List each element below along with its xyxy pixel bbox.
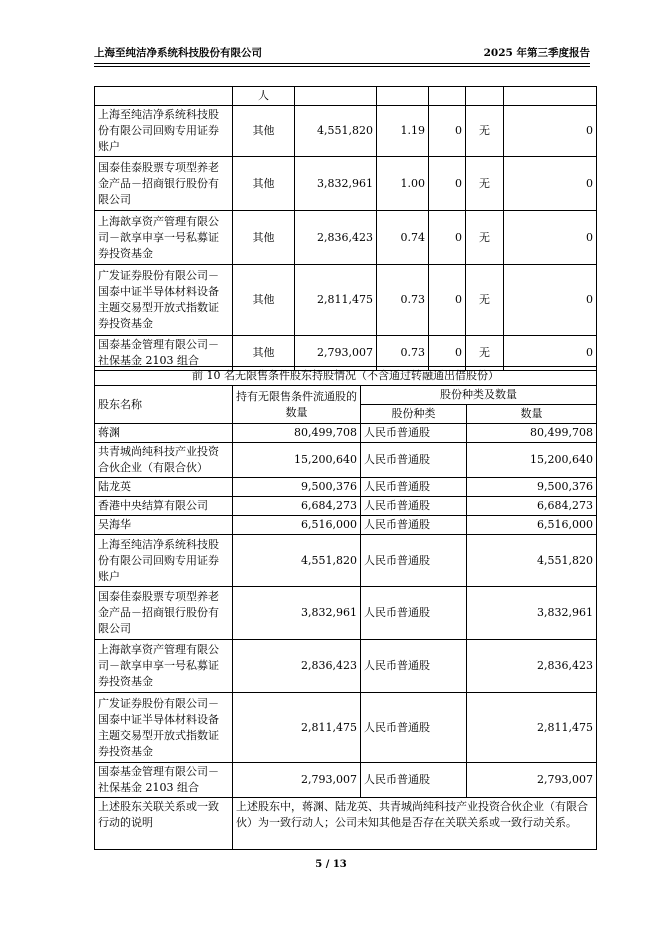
holder-share-type: 人民币普通股 [361,424,467,443]
holder-name: 共青城尚纯科技产业投资合伙企业（有限合伙） [95,443,233,478]
holder-nature: 其他 [233,336,295,371]
holder-name: 国泰基金管理有限公司－社保基金 2103 组合 [95,763,233,798]
table-row [95,157,597,211]
holder-name: 广发证券股份有限公司－国泰中证半导体材料设备主题交易型开放式指数证券投资基金 [95,693,233,763]
holder-share-type: 人民币普通股 [361,443,467,478]
holder-name: 陆龙英 [95,478,233,497]
holder-pledge-qty: 0 [504,157,597,211]
col-holder-name: 股东名称 [95,386,233,424]
holder-name: 上海歆享资产管理有限公司－歆享申享一号私募证券投资基金 [95,640,233,693]
holder-share-amount: 15,200,640 [467,443,597,478]
holder-name: 国泰佳泰股票专项型养老金产品－招商银行股份有限公司 [95,587,233,640]
cont-nature-cell: 人 [233,87,295,106]
holder-name: 国泰佳泰股票专项型养老金产品－招商银行股份有限公司 [95,157,233,211]
holder-shares: 3,832,961 [295,157,377,211]
holder-shares: 2,811,475 [295,265,377,336]
holder-pct: 1.00 [377,157,429,211]
holder-pledge-qty: 0 [504,336,597,371]
holder-share-type: 人民币普通股 [361,478,467,497]
holder-pct: 0.73 [377,265,429,336]
holder-unrestricted-qty: 6,684,273 [233,497,361,516]
holder-name: 国泰基金管理有限公司－社保基金 2103 组合 [95,336,233,371]
holder-unrestricted-qty: 6,516,000 [233,516,361,535]
holder-restricted: 0 [429,106,466,157]
table-title-row [95,367,597,386]
table-row [95,497,597,516]
holder-share-amount: 2,811,475 [467,693,597,763]
top10-holders-table-continued [94,86,597,371]
header-rule [94,66,590,67]
holder-pledge-qty: 0 [504,265,597,336]
header-company: 上海至纯洁净系统科技股份有限公司 [94,47,262,59]
holder-name: 广发证券股份有限公司－国泰中证半导体材料设备主题交易型开放式指数证券投资基金 [95,265,233,336]
holder-restricted: 0 [429,265,466,336]
col-share-amount: 数量 [467,405,597,424]
holder-pledge-qty: 0 [504,211,597,265]
holder-shares: 2,836,423 [295,211,377,265]
table-row [95,443,597,478]
page-number: 5 / 13 [315,859,347,870]
holder-pledge: 无 [466,336,504,371]
holder-share-type: 人民币普通股 [361,535,467,587]
table-row [95,87,597,106]
page-header [94,46,590,64]
top10-rows [95,87,597,371]
holder-name: 香港中央结算有限公司 [95,497,233,516]
table-row [95,587,597,640]
holder-share-amount: 2,836,423 [467,640,597,693]
table-row [95,763,597,798]
holder-share-type: 人民币普通股 [361,497,467,516]
table-row [95,265,597,336]
holder-name: 上海至纯洁净系统科技股份有限公司回购专用证券账户 [95,106,233,157]
col-share-type: 股份种类 [361,405,467,424]
holder-name: 蒋渊 [95,424,233,443]
holder-name: 上海歆享资产管理有限公司－歆享申享一号私募证券投资基金 [95,211,233,265]
holder-pct: 0.74 [377,211,429,265]
table-row [95,106,597,157]
unrestricted-table-title: 前 10 名无限售条件股东持股情况（不含通过转融通出借股份） [95,367,597,386]
table-row [95,693,597,763]
holder-unrestricted-qty: 9,500,376 [233,478,361,497]
col-unrestricted-qty: 持有无限售条件流通股的数量 [233,386,361,424]
holder-share-amount: 9,500,376 [467,478,597,497]
holder-shares: 4,551,820 [295,106,377,157]
holder-share-amount: 3,832,961 [467,587,597,640]
header-report: 2025 年第三季度报告 [483,47,590,59]
holder-share-amount: 6,684,273 [467,497,597,516]
holder-pledge: 无 [466,265,504,336]
unrestricted-holders-table [94,366,597,850]
holder-pledge: 无 [466,106,504,157]
holder-unrestricted-qty: 80,499,708 [233,424,361,443]
col-share-type-group: 股份种类及数量 [361,386,597,405]
table-header-row [95,386,597,405]
table-row [95,535,597,587]
holder-pct: 0.73 [377,336,429,371]
relationship-note-label: 上述股东关联关系或一致行动的说明 [95,798,233,850]
holder-unrestricted-qty: 3,832,961 [233,587,361,640]
holder-pct: 1.19 [377,106,429,157]
table-row [95,516,597,535]
holder-share-amount: 6,516,000 [467,516,597,535]
holder-share-type: 人民币普通股 [361,640,467,693]
holder-name: 上海至纯洁净系统科技股份有限公司回购专用证券账户 [95,535,233,587]
holder-name: 吴海华 [95,516,233,535]
holder-unrestricted-qty: 4,551,820 [233,535,361,587]
note-row [95,798,597,850]
table-row [95,424,597,443]
holder-restricted: 0 [429,211,466,265]
holder-nature: 其他 [233,265,295,336]
holder-nature: 其他 [233,211,295,265]
holder-unrestricted-qty: 2,793,007 [233,763,361,798]
holder-nature: 其他 [233,106,295,157]
holder-share-type: 人民币普通股 [361,516,467,535]
holder-unrestricted-qty: 15,200,640 [233,443,361,478]
holder-unrestricted-qty: 2,836,423 [233,640,361,693]
holder-pledge-qty: 0 [504,106,597,157]
holder-shares: 2,793,007 [295,336,377,371]
holder-pledge: 无 [466,157,504,211]
table-row [95,478,597,497]
holder-share-type: 人民币普通股 [361,763,467,798]
holder-nature: 其他 [233,157,295,211]
holder-share-amount: 2,793,007 [467,763,597,798]
holder-restricted: 0 [429,157,466,211]
holder-pledge: 无 [466,211,504,265]
holder-share-amount: 80,499,708 [467,424,597,443]
relationship-note-text: 上述股东中，蒋渊、陆龙英、共青城尚纯科技产业投资合伙企业（有限合伙）为一致行动人；公司未知其他是否存在关联关系或一致行动关系。 [233,798,597,850]
table-row [95,211,597,265]
holder-unrestricted-qty: 2,811,475 [233,693,361,763]
holder-restricted: 0 [429,336,466,371]
holder-share-type: 人民币普通股 [361,693,467,763]
holder-share-type: 人民币普通股 [361,587,467,640]
table-row [95,640,597,693]
holder-share-amount: 4,551,820 [467,535,597,587]
